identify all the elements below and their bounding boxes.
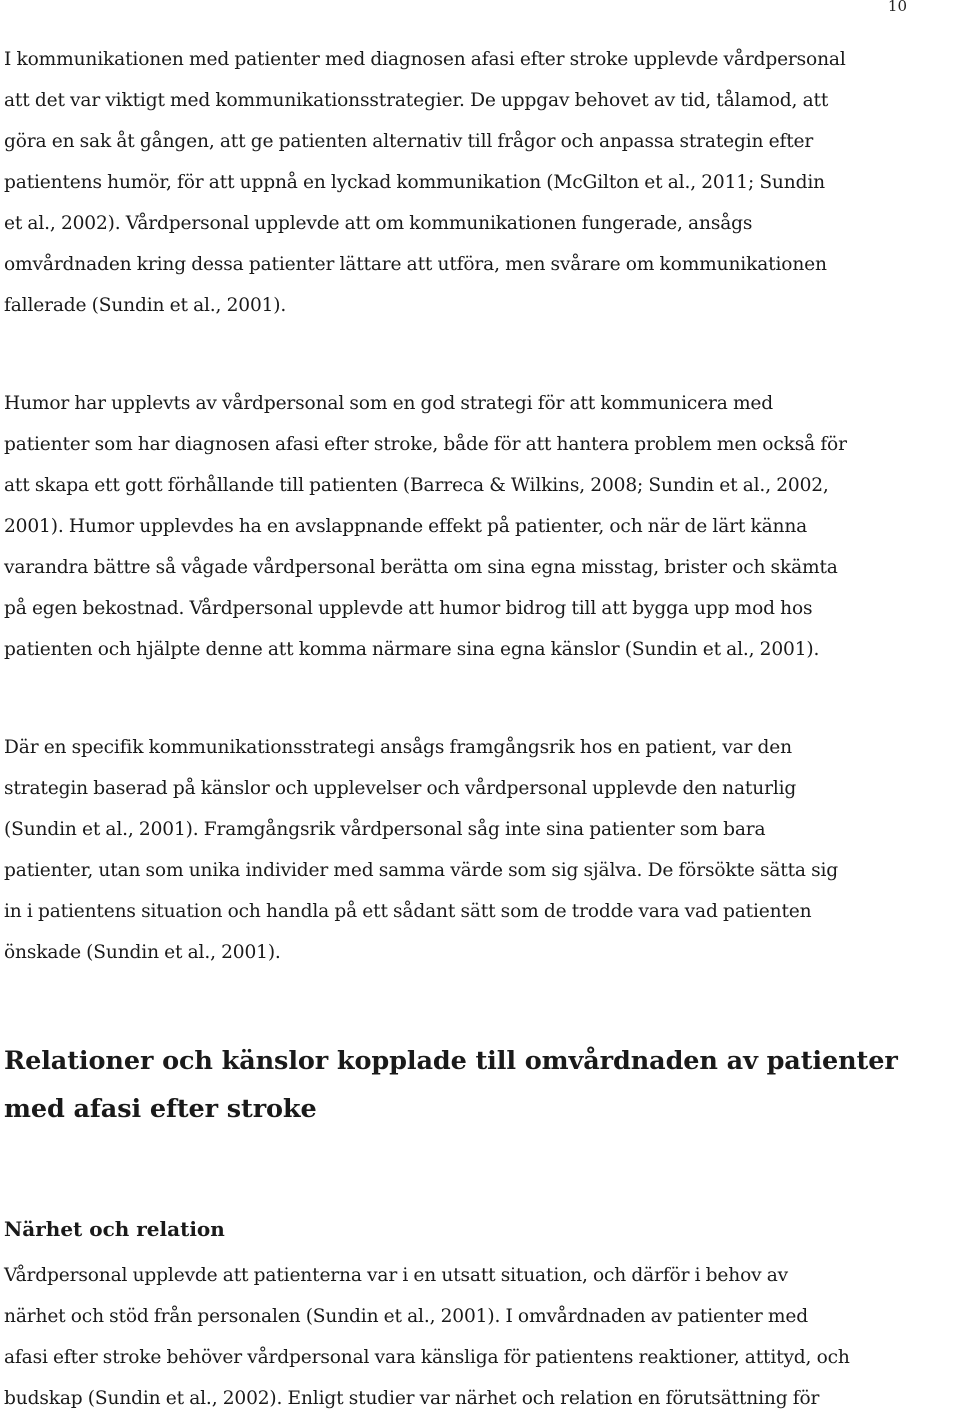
- text-line: att det var viktigt med kommunikationsstrategier. De uppgav behovet av tid, tålamod, att: [4, 90, 829, 111]
- text-line: budskap (Sundin et al., 2002). Enligt studier var närhet och relation en förutsättning för: [4, 1388, 820, 1409]
- text-line: varandra bättre så vågade vårdpersonal berätta om sina egna misstag, brister och skämta: [4, 557, 838, 578]
- text-line: göra en sak åt gången, att ge patienten alternativ till frågor och anpassa strategin efter: [4, 131, 814, 152]
- text-line: önskade (Sundin et al., 2001).: [4, 942, 281, 963]
- paragraph-humor: [4, 383, 960, 670]
- text-line: in i patientens situation och handla på ett sådant sätt som de trodde vara vad patienten: [4, 901, 812, 922]
- paragraph-closeness-relation: [4, 1255, 960, 1419]
- section-heading: [4, 1037, 960, 1133]
- text-line: I kommunikationen med patienter med diagnosen afasi efter stroke upplevde vårdpersonal: [4, 49, 846, 70]
- text-line: 2001). Humor upplevdes ha en avslappnande effekt på patienter, och när de lärt känna: [4, 516, 808, 537]
- section-heading-line: med afasi efter stroke: [4, 1094, 317, 1124]
- text-line: fallerade (Sundin et al., 2001).: [4, 295, 287, 316]
- text-line: patientens humör, för att uppnå en lyckad kommunikation (McGilton et al., 2011; Sundin: [4, 172, 825, 193]
- page-number: 10: [887, 0, 907, 15]
- subsection-heading: Närhet och relation: [4, 1217, 225, 1241]
- text-line: Vårdpersonal upplevde att patienterna var i en utsatt situation, och därför i behov av: [4, 1265, 789, 1286]
- paragraph-communication-strategies: [4, 39, 960, 326]
- text-line: på egen bekostnad. Vårdpersonal upplevde att humor bidrog till att bygga upp mod hos: [4, 598, 813, 619]
- paragraph-successful-strategy: [4, 727, 960, 973]
- text-line: afasi efter stroke behöver vårdpersonal vara känsliga för patientens reaktioner, attityd, och: [4, 1347, 850, 1368]
- text-line: strategin baserad på känslor och upplevelser och vårdpersonal upplevde den naturlig: [4, 778, 797, 799]
- text-line: närhet och stöd från personalen (Sundin et al., 2001). I omvårdnaden av patienter med: [4, 1306, 808, 1327]
- section-heading-line: Relationer och känslor kopplade till omvårdnaden av patienter: [4, 1046, 898, 1076]
- text-line: Där en specifik kommunikationsstrategi ansågs framgångsrik hos en patient, var den: [4, 737, 792, 758]
- text-line: att skapa ett gott förhållande till patienten (Barreca & Wilkins, 2008; Sundin et al., 2002,: [4, 475, 829, 496]
- text-line: omvårdnaden kring dessa patienter lättare att utföra, men svårare om kommunikationen: [4, 254, 827, 275]
- text-line: Humor har upplevts av vårdpersonal som en god strategi för att kommunicera med: [4, 393, 774, 414]
- text-line: et al., 2002). Vårdpersonal upplevde att om kommunikationen fungerade, ansågs: [4, 213, 753, 234]
- text-line: patienten och hjälpte denne att komma närmare sina egna känslor (Sundin et al., 2001).: [4, 639, 820, 660]
- text-line: patienter som har diagnosen afasi efter stroke, både för att hantera problem men också för: [4, 434, 847, 455]
- text-line: patienter, utan som unika individer med samma värde som sig själva. De försökte sätta sig: [4, 860, 839, 881]
- text-line: (Sundin et al., 2001). Framgångsrik vårdpersonal såg inte sina patienter som bara: [4, 819, 766, 840]
- document-body: [4, 39, 960, 1419]
